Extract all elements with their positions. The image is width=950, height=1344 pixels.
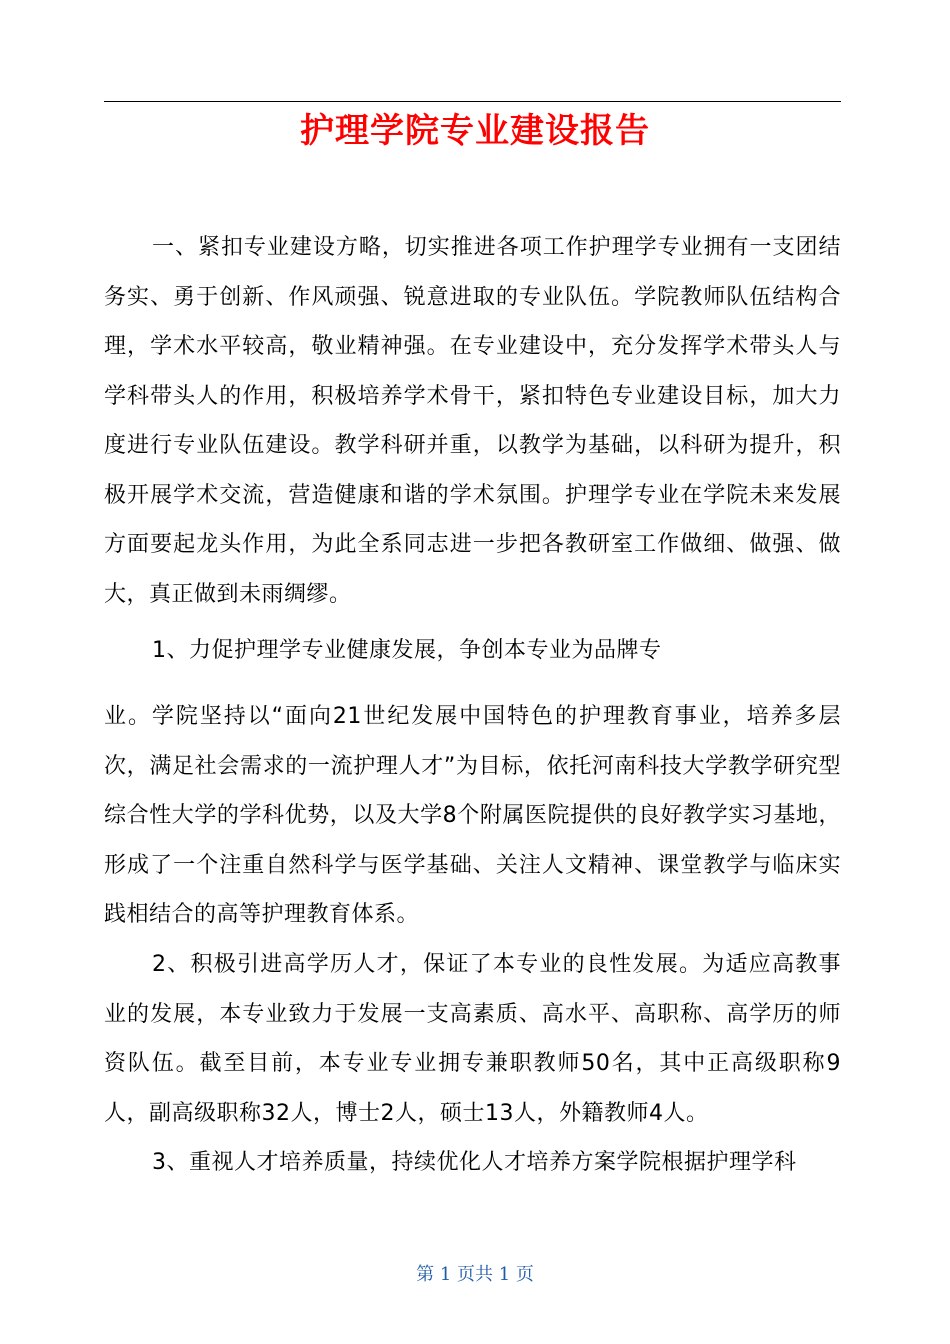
paragraph-5: 3、重视人才培养质量，持续优化人才培养方案学院根据护理学科 — [152, 1150, 797, 1175]
paragraph-4: 2、积极引进高学历人才，保证了本专业的良性发展。为适应高教事业的发展，本专业致力于发展一支高素质、高水平、高职称、高学历的师资队伍。截至目前，本专业专业拥专兼职教师50名，其中正高级职称9人，副高级职称32人，博士2人，硕士13人，外籍教师4人。 — [104, 952, 841, 1126]
page-number-footer: 第 1 页共 1 页 — [416, 1264, 534, 1285]
paragraph-2: 1、力促护理学专业健康发展，争创本专业为品牌专 — [152, 638, 662, 663]
paragraph-3: 业。学院坚持以“面向21世纪发展中国特色的护理教育事业，培养多层次，满足社会需求的一流护理人才”为目标，依托河南科技大学教学研究型综合性大学的学科优势，以及大学8个附属医院提供的良好教学实习基地，形成了一个注重自然科学与医学基础、关注人文精神、课堂教学与临床实践相结合的高等护理教育体系。 — [104, 704, 841, 927]
header-rule — [104, 101, 841, 102]
document-title: 护理学院专业建设报告 — [300, 111, 650, 151]
paragraph-1: 一、紧扣专业建设方略，切实推进各项工作护理学专业拥有一支团结务实、勇于创新、作风顽强、锐意进取的专业队伍。学院教师队伍结构合理，学术水平较高，敬业精神强。在专业建设中，充分发挥学术带头人与学科带头人的作用，积极培养学术骨干，紧扣特色专业建设目标，加大力度进行专业队伍建设。教学科研并重，以教学为基础，以科研为提升，积极开展学术交流，营造健康和谐的学术氛围。护理学专业在学院未来发展方面要起龙头作用，为此全系同志进一步把各教研室工作做细、做强、做大，真正做到未雨绸缪。 — [104, 235, 841, 607]
